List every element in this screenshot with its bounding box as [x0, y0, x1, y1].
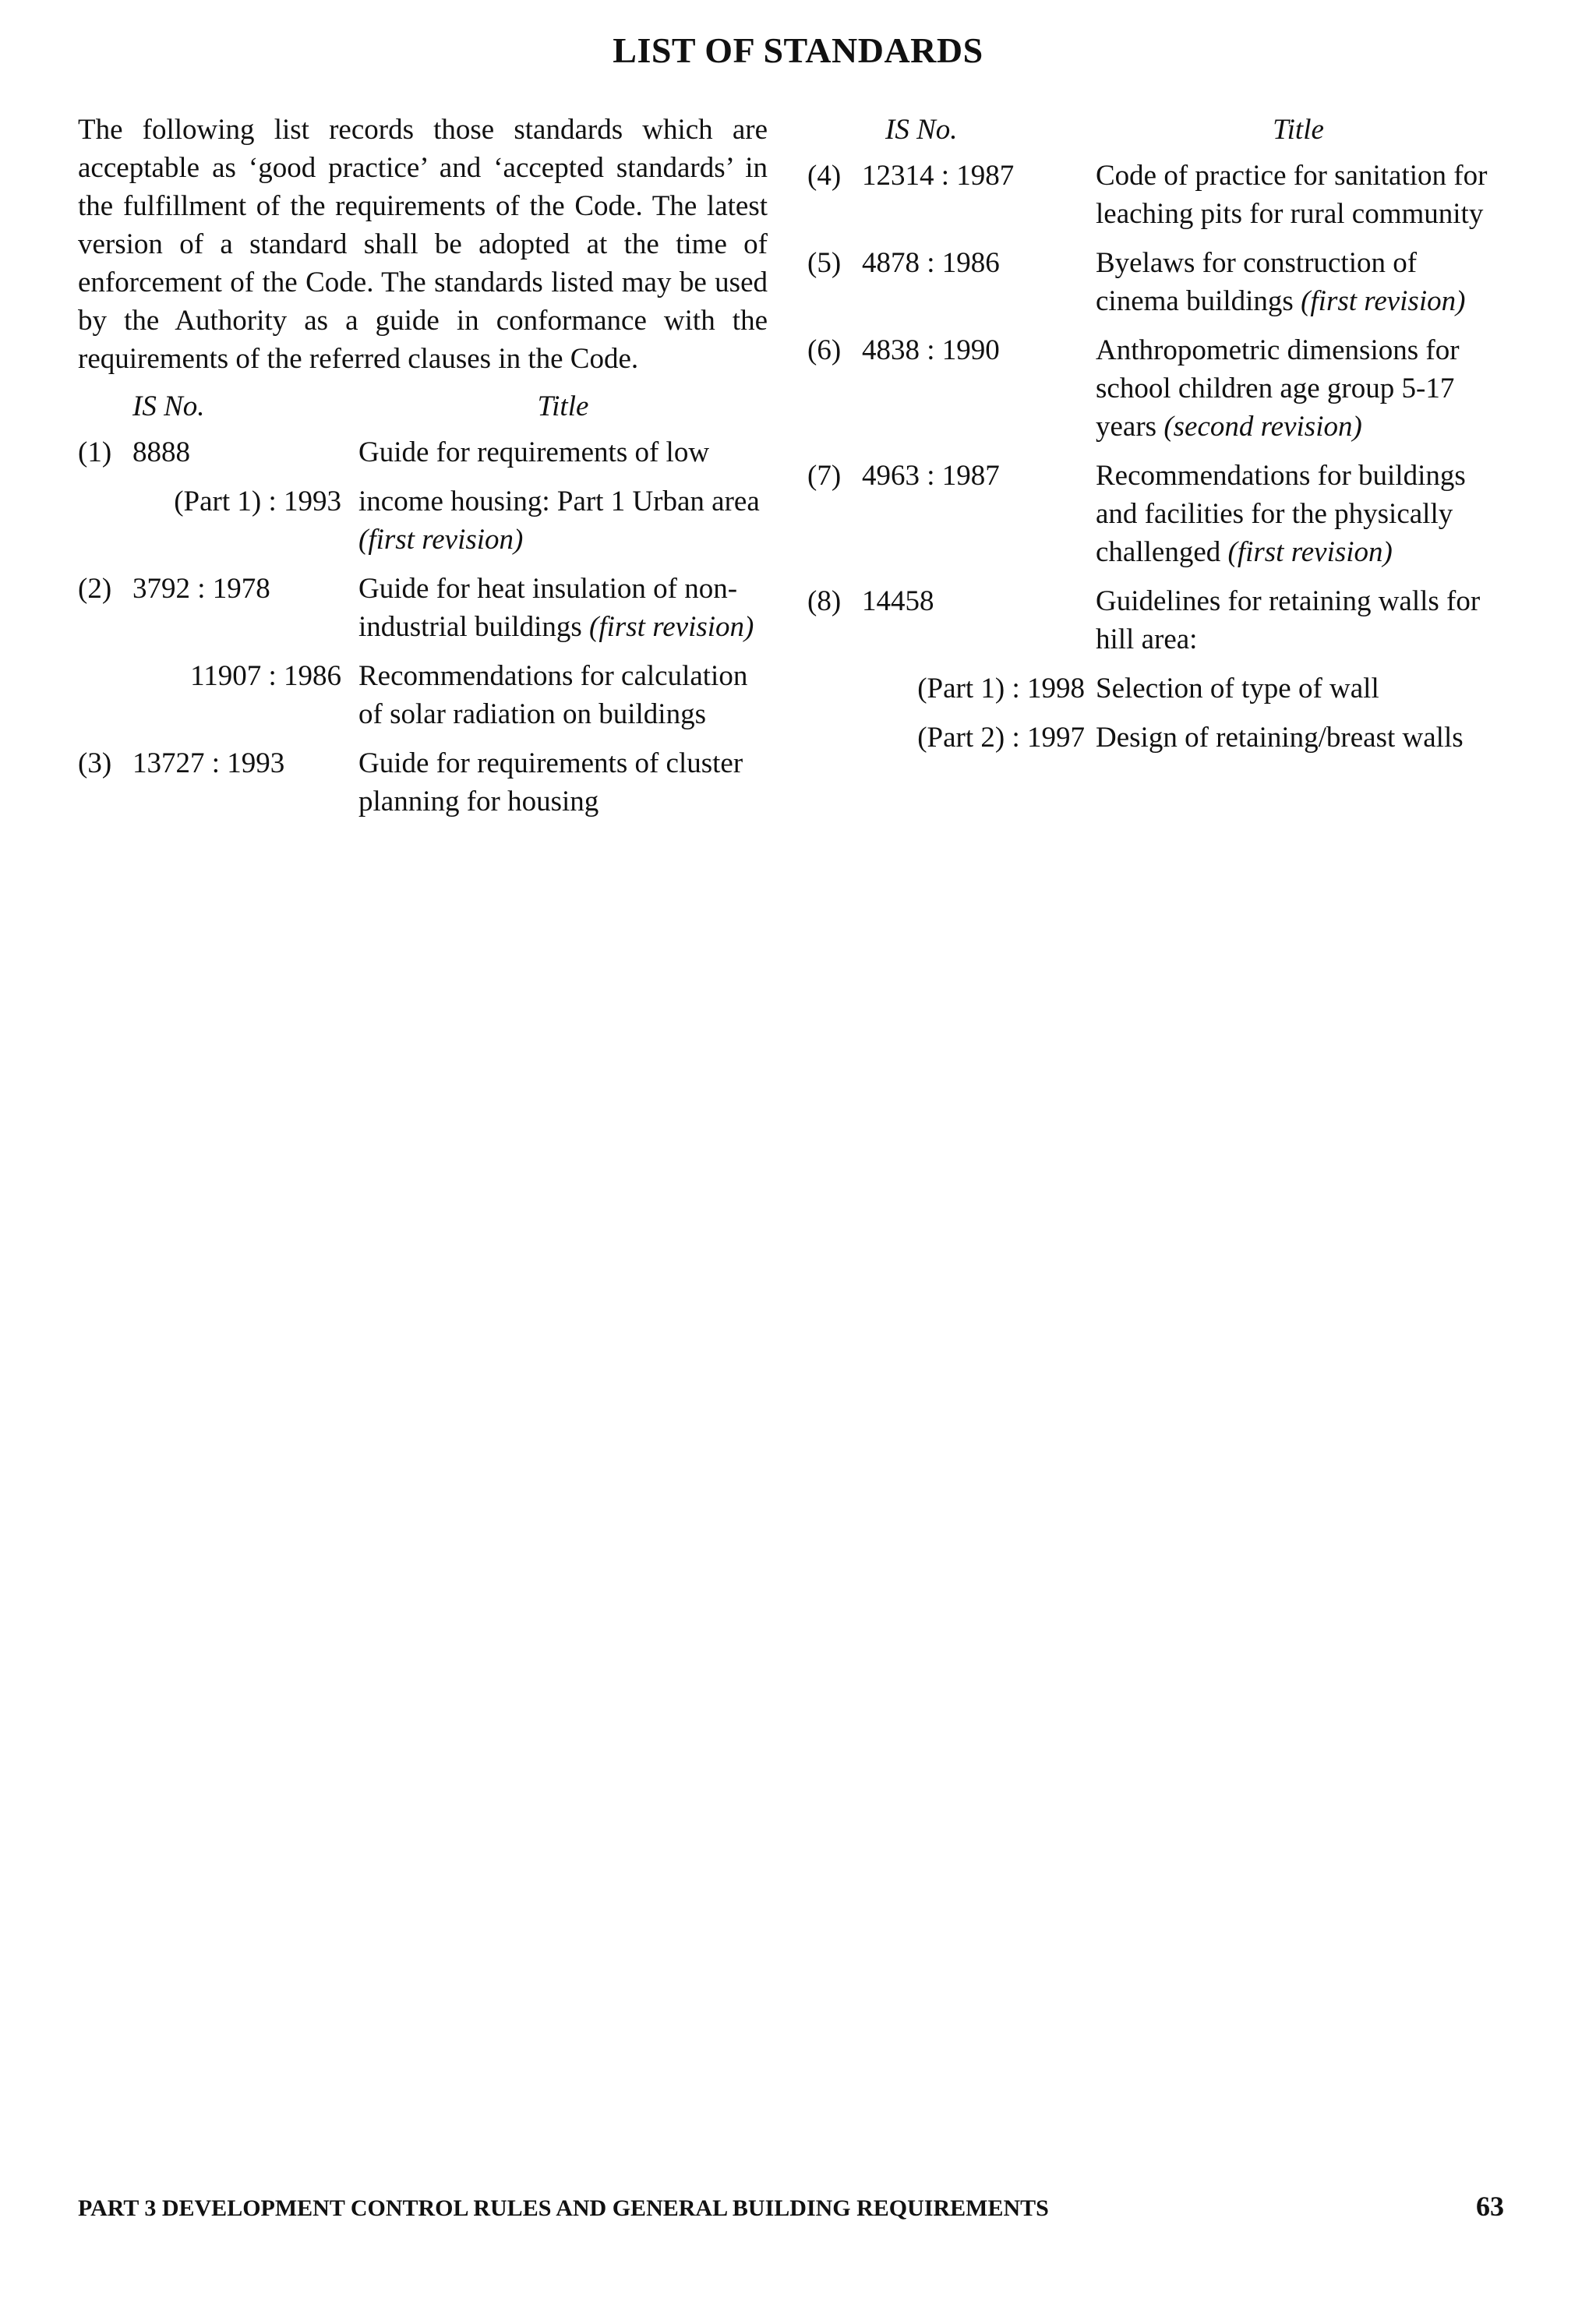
- title-revision: (first revision): [1227, 536, 1393, 568]
- standard-title: [1096, 669, 1501, 708]
- standard-row: [807, 244, 1501, 320]
- is-number: (Part 1) : 1998: [917, 673, 1085, 705]
- header-is-no: IS No.: [885, 114, 958, 146]
- standard-row: [78, 433, 768, 471]
- standard-row: [807, 719, 1501, 757]
- standard-title: [1096, 157, 1501, 233]
- entry-number: (1): [78, 436, 112, 468]
- title-text: Guide for requirements of low: [358, 436, 710, 468]
- is-number: (Part 2) : 1997: [917, 722, 1085, 754]
- title-text: Guide for requirements of cluster planning for housing: [358, 747, 743, 818]
- title-text: Byelaws for construction of cinema buildings: [1096, 247, 1418, 317]
- title-revision: (second revision): [1163, 411, 1362, 443]
- is-number: 13727 : 1993: [132, 747, 285, 779]
- standard-row: [78, 482, 768, 559]
- standards-list-right: [807, 157, 1501, 757]
- standard-row: [807, 457, 1501, 571]
- standard-title: [1096, 331, 1501, 446]
- page-title: LIST OF STANDARDS: [613, 30, 983, 70]
- standard-row: [78, 570, 768, 646]
- standard-title: [1096, 457, 1501, 571]
- standard-title: [358, 570, 768, 646]
- is-number: 3792 : 1978: [132, 573, 270, 605]
- entry-number: (5): [807, 247, 842, 279]
- standard-title: [358, 433, 768, 471]
- standard-title: [358, 482, 768, 559]
- is-number: (Part 1) : 1993: [174, 486, 341, 517]
- intro-paragraph: The following list records those standards which are acceptable as ‘good practice’ and ‘accepted standards’ in the fulfillment of the requirements of the Code. The latest version of a standard shall be adopted at the time of enforcement of the Code. The standards listed may be used by the Authority as a guide in conformance with the requirements of the referred clauses in the Code.: [78, 114, 768, 375]
- standard-title: [1096, 719, 1501, 757]
- standard-row: [78, 657, 768, 733]
- title-text: Design of retaining/breast walls: [1096, 722, 1464, 754]
- title-text: Anthropometric dimensions for school children age group 5-17 years: [1096, 334, 1460, 443]
- standard-title: [1096, 582, 1501, 659]
- is-number: 12314 : 1987: [862, 160, 1015, 192]
- header-title: Title: [1273, 114, 1324, 146]
- is-number: 8888: [132, 436, 190, 468]
- title-text: income housing: Part 1 Urban area: [358, 486, 760, 517]
- standard-title: [358, 657, 768, 733]
- entry-number: (3): [78, 747, 112, 779]
- title-text: Recommendations for buildings and facilities for the physically challenged: [1096, 460, 1466, 568]
- title-revision: (first revision): [1301, 285, 1466, 317]
- right-column: [807, 111, 1501, 768]
- header-is-no: IS No.: [132, 390, 205, 422]
- is-number: 11907 : 1986: [190, 660, 341, 692]
- standard-row: [807, 582, 1501, 659]
- entry-number: (6): [807, 334, 842, 366]
- title-revision: (first revision): [358, 524, 524, 556]
- title-text: Selection of type of wall: [1096, 673, 1379, 705]
- entry-number: (8): [807, 585, 842, 617]
- standards-list-left: [78, 433, 768, 821]
- table-header: [807, 111, 1501, 149]
- is-number: 4963 : 1987: [862, 460, 1000, 492]
- table-header: [78, 387, 768, 426]
- standard-row: [807, 331, 1501, 446]
- is-number: 4838 : 1990: [862, 334, 1000, 366]
- is-number: 14458: [862, 585, 934, 617]
- header-title: Title: [537, 390, 589, 422]
- entry-number: (4): [807, 160, 842, 192]
- footer-text: PART 3 DEVELOPMENT CONTROL RULES AND GENERAL BUILDING REQUIREMENTS: [78, 2195, 1049, 2221]
- standard-title: [1096, 244, 1501, 320]
- page-footer: [78, 2190, 1504, 2223]
- title-text: Recommendations for calculation of solar radiation on buildings: [358, 660, 748, 730]
- standard-row: [807, 157, 1501, 233]
- page-number: 63: [1476, 2191, 1504, 2222]
- standard-title: [358, 744, 768, 821]
- entry-number: (2): [78, 573, 112, 605]
- is-number: 4878 : 1986: [862, 247, 1000, 279]
- left-column: [78, 111, 768, 832]
- title-text: Guide for heat insulation of non-industrial buildings: [358, 573, 738, 643]
- standard-row: [807, 669, 1501, 708]
- title-text: Code of practice for sanitation for leaching pits for rural community: [1096, 160, 1488, 230]
- title-revision: (first revision): [589, 611, 754, 643]
- title-text: Guidelines for retaining walls for hill area:: [1096, 585, 1481, 655]
- entry-number: (7): [807, 460, 842, 492]
- standard-row: [78, 744, 768, 821]
